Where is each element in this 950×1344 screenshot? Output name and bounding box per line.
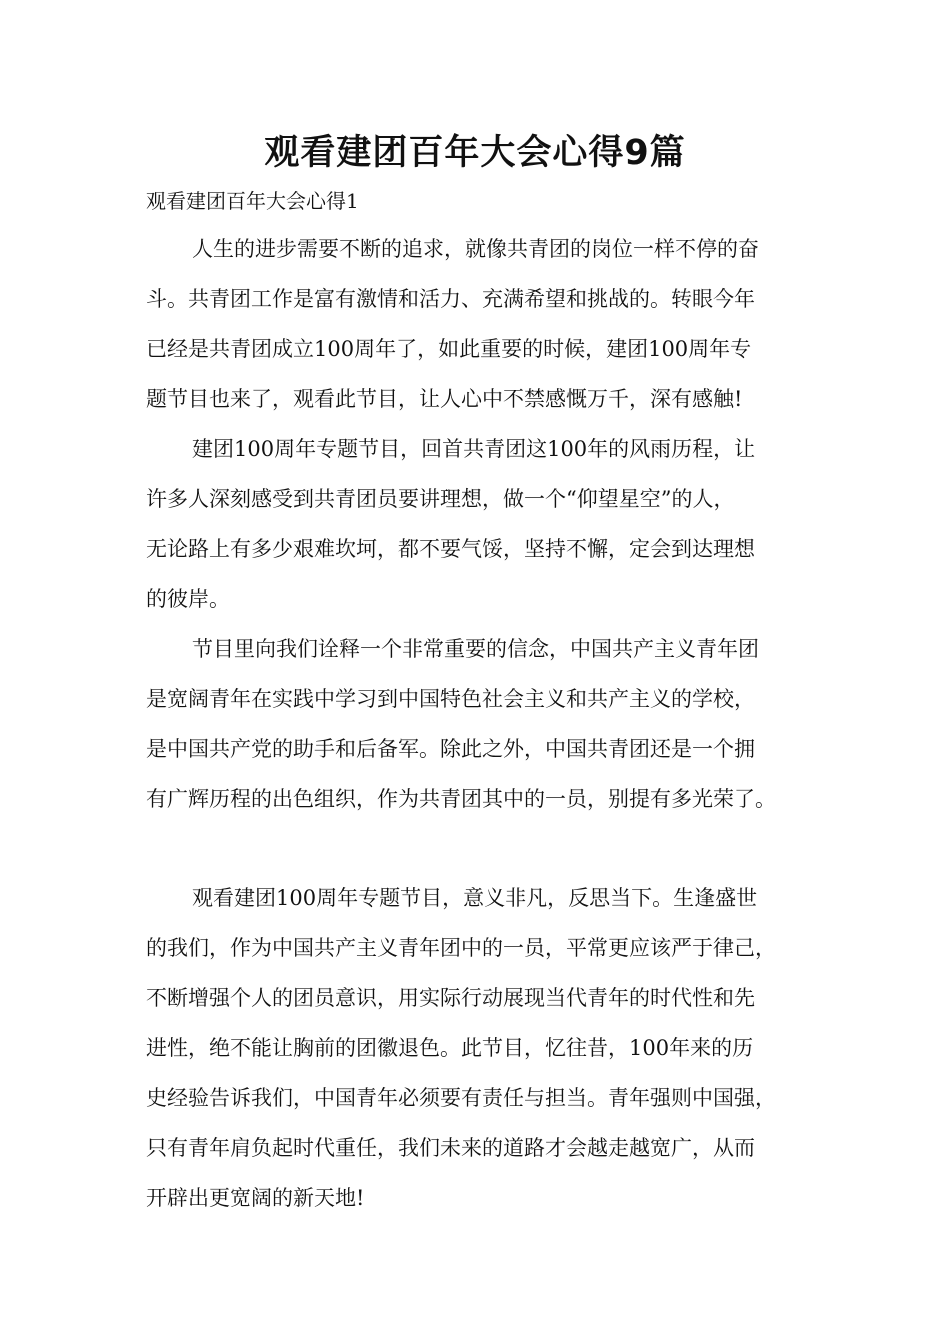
paragraph-line: 开辟出更宽阔的新天地! [146, 1186, 365, 1210]
document-title: 观看建团百年大会心得9篇 [264, 133, 686, 173]
paragraph-line: 许多人深刻感受到共青团员要讲理想，做一个“仰望星空”的人， [146, 487, 735, 511]
paragraph-line: 不断增强个人的团员意识，用实际行动展现当代青年的时代性和先 [146, 986, 755, 1010]
paragraph-line: 题节目也来了，观看此节目，让人心中不禁感慨万千，深有感触! [146, 387, 743, 411]
paragraph-2 [146, 424, 826, 624]
paragraph-3 [146, 624, 826, 824]
paragraph-line: 观看建团100周年专题节目，意义非凡，反思当下。生逢盛世 [192, 886, 758, 910]
paragraph-line: 无论路上有多少艰难坎坷，都不要气馁，坚持不懈，定会到达理想 [146, 537, 755, 561]
paragraph-line: 只有青年肩负起时代重任，我们未来的道路才会越走越宽广，从而 [146, 1136, 755, 1160]
paragraph-line: 斗。共青团工作是富有激情和活力、充满希望和挑战的。转眼今年 [146, 287, 755, 311]
paragraph-line: 人生的进步需要不断的追求，就像共青团的岗位一样不停的奋 [192, 237, 759, 261]
paragraph-line: 进性，绝不能让胸前的团徽退色。此节目，忆往昔，100年来的历 [146, 1036, 754, 1060]
paragraph-line: 是中国共产党的助手和后备军。除此之外，中国共青团还是一个拥 [146, 737, 755, 761]
section-heading: 观看建团百年大会心得1 [146, 189, 359, 213]
paragraph-line: 是宽阔青年在实践中学习到中国特色社会主义和共产主义的学校， [146, 687, 755, 711]
paragraph-line: 已经是共青团成立100周年了，如此重要的时候，建团100周年专 [146, 337, 752, 361]
paragraph-line: 建团100周年专题节目，回首共青团这100年的风雨历程，让 [192, 437, 756, 461]
paragraph-line: 有广辉历程的出色组织，作为共青团其中的一员，别提有多光荣了。 [146, 787, 776, 811]
paragraph-4 [146, 873, 826, 1223]
paragraph-line: 节目里向我们诠释一个非常重要的信念，中国共产主义青年团 [192, 637, 759, 661]
paragraph-1 [146, 224, 826, 424]
paragraph-line: 史经验告诉我们，中国青年必须要有责任与担当。青年强则中国强， [146, 1086, 776, 1110]
paragraph-line: 的彼岸。 [146, 587, 230, 611]
paragraph-line: 的我们，作为中国共产主义青年团中的一员，平常更应该严于律己， [146, 936, 776, 960]
